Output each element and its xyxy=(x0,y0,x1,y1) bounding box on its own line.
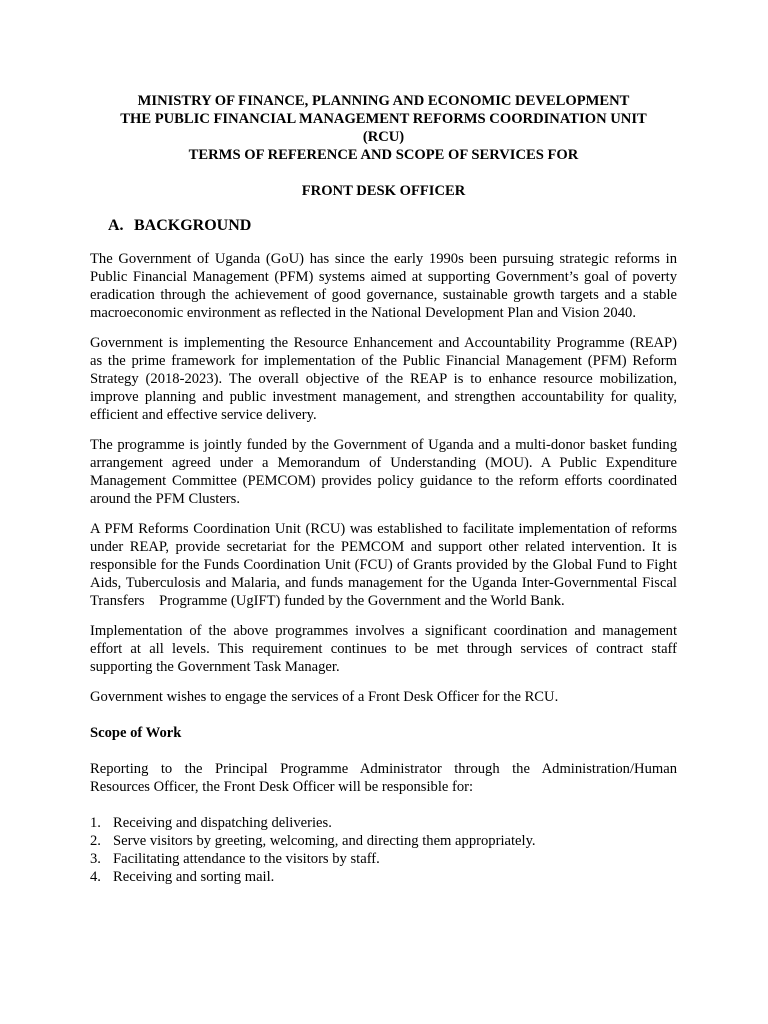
paragraph-line: Reporting to the Principal Programme Administrator through the Administration/Human xyxy=(90,761,677,777)
unit-name: THE PUBLIC FINANCIAL MANAGEMENT REFORMS COORDINATION UNIT xyxy=(120,111,647,127)
paragraph-line: The Government of Uganda (GoU) has since the early 1990s been pursuing strategic reforms in xyxy=(90,251,677,267)
list-item-number: 1. xyxy=(90,815,101,831)
paragraph-line: Public Financial Management (PFM) systems aimed at supporting Government’s goal of poverty xyxy=(90,269,677,285)
list-item-text: Receiving and dispatching deliveries. xyxy=(113,815,332,831)
paragraph-line: macroeconomic environment as reflected in the National Development Plan and Vision 2040. xyxy=(90,305,636,321)
paragraph-line: effort at all levels. This requirement continues to be met through services of contract staff xyxy=(90,641,677,657)
terms-heading: TERMS OF REFERENCE AND SCOPE OF SERVICES FOR xyxy=(188,147,579,163)
paragraph-line: Implementation of the above programmes involves a significant coordination and management xyxy=(90,623,677,639)
paragraph-line: Government is implementing the Resource Enhancement and Accountability Programme (REAP) xyxy=(90,335,677,351)
list-item xyxy=(90,868,677,886)
background-paragraph-2 xyxy=(90,334,677,424)
background-paragraph-5 xyxy=(90,622,677,676)
paragraph-line: Transfers Programme (UgIFT) funded by the Government and the World Bank. xyxy=(90,593,565,609)
background-paragraph-4 xyxy=(90,520,677,610)
scope-of-work-heading: Scope of Work xyxy=(90,725,182,741)
paragraph-line: A PFM Reforms Coordination Unit (RCU) was established to facilitate implementation of reforms xyxy=(90,521,677,537)
paragraph-line: arrangement agreed under a Memorandum of Understanding (MOU). A Public Expenditure xyxy=(90,455,677,471)
background-paragraph-3 xyxy=(90,436,677,508)
list-item-number: 2. xyxy=(90,833,101,849)
list-item xyxy=(90,850,677,868)
background-paragraph-6 xyxy=(90,688,677,706)
paragraph-line: around the PFM Clusters. xyxy=(90,491,240,507)
list-item-text: Receiving and sorting mail. xyxy=(113,869,275,885)
paragraph-line: Strategy (2018-2023). The overall objective of the REAP is to enhance resource mobilization, xyxy=(90,371,677,387)
paragraph-line: eradication through the achievement of good governance, sustainable growth targets and a stable xyxy=(90,287,677,303)
background-heading xyxy=(90,216,677,236)
background-paragraph-1 xyxy=(90,250,677,322)
background-title: BACKGROUND xyxy=(134,217,252,234)
responsibilities-list xyxy=(90,814,677,886)
paragraph-line: efficient and effective service delivery. xyxy=(90,407,317,423)
paragraph-line: Aids, Tuberculosis and Malaria, and funds management for the Uganda Inter-Governmental Fiscal xyxy=(90,575,677,591)
paragraph-line: as the prime framework for implementation of the Public Financial Management (PFM) Reform xyxy=(90,353,677,369)
ministry-name: MINISTRY OF FINANCE, PLANNING AND ECONOMIC DEVELOPMENT xyxy=(137,93,630,109)
paragraph-line: Government wishes to engage the services of a Front Desk Officer for the RCU. xyxy=(90,689,559,705)
position-title: FRONT DESK OFFICER xyxy=(301,183,466,199)
scope-intro xyxy=(90,760,677,796)
paragraph-line: under REAP, provide secretariat for the PEMCOM and support other related intervention. It is xyxy=(90,539,677,555)
list-item xyxy=(90,832,677,850)
paragraph-line: The programme is jointly funded by the Government of Uganda and a multi-donor basket funding xyxy=(90,437,677,453)
list-item-number: 4. xyxy=(90,869,101,885)
list-item-text: Serve visitors by greeting, welcoming, and directing them appropriately. xyxy=(113,833,536,849)
document-page xyxy=(90,92,677,886)
paragraph-line: Management Committee (PEMCOM) provides policy guidance to the reform efforts coordinated xyxy=(90,473,677,489)
list-item xyxy=(90,814,677,832)
paragraph-line: supporting the Government Task Manager. xyxy=(90,659,340,675)
paragraph-line: improve planning and public investment management, and strengthen accountability for quality, xyxy=(90,389,677,405)
paragraph-line: responsible for the Funds Coordination Unit (FCU) of Grants provided by the Global Fund to Fight xyxy=(90,557,677,573)
paragraph-line: Resources Officer, the Front Desk Officer will be responsible for: xyxy=(90,779,474,795)
list-item-text: Facilitating attendance to the visitors by staff. xyxy=(113,851,380,867)
unit-acronym: (RCU) xyxy=(362,129,405,145)
list-item-number: 3. xyxy=(90,851,101,867)
section-marker: A. xyxy=(108,217,124,234)
document-header xyxy=(90,92,677,164)
